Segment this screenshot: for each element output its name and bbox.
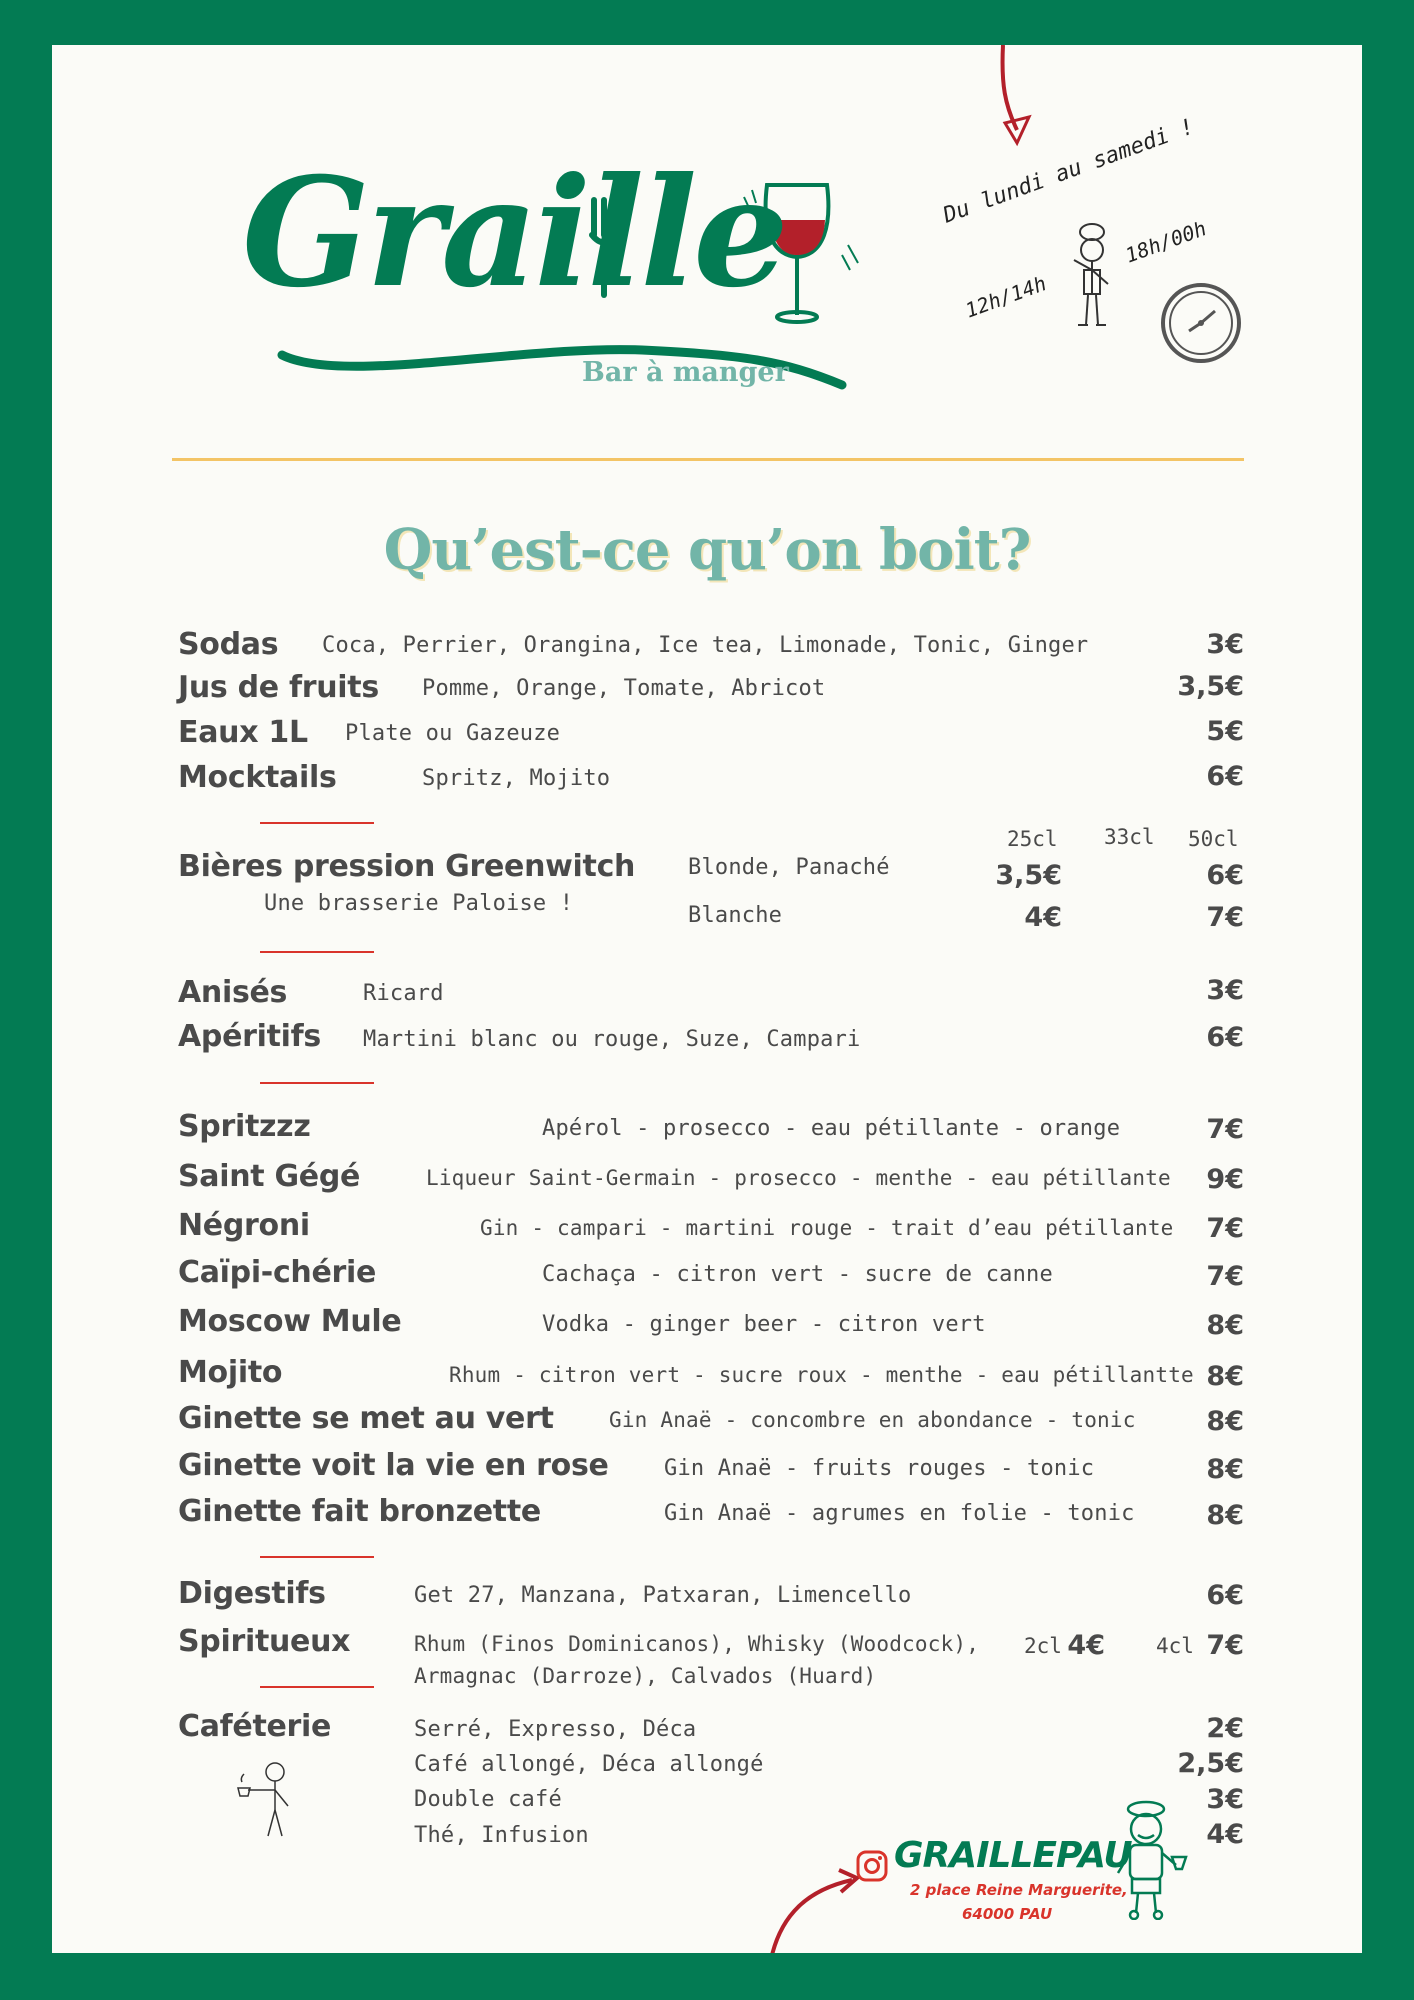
hours-days: Du lundi au samedi ! — [940, 114, 1198, 229]
price-caipi-cherie: 7€ — [1206, 1261, 1244, 1292]
category-anises: Anisés — [178, 975, 288, 1010]
price-negroni: 7€ — [1206, 1213, 1244, 1244]
price-spritzzz: 7€ — [1206, 1114, 1244, 1145]
hours-evening: 18h/00h — [1122, 216, 1210, 268]
description-moscow-mule: Vodka - ginger beer - citron vert — [542, 1312, 986, 1337]
size-25cl: 25cl — [1007, 827, 1058, 851]
beer-subtitle: Une brasserie Paloise ! — [264, 891, 574, 916]
hours-lunch: 12h/14h — [962, 271, 1050, 323]
section-divider — [260, 951, 374, 953]
description-spiritueux-line2: Armagnac (Darroze), Calvados (Huard) — [414, 1664, 877, 1688]
category-ginette-vert: Ginette se met au vert — [178, 1401, 554, 1436]
description-sodas: Coca, Perrier, Orangina, Ice tea, Limonade, Tonic, Ginger — [322, 633, 1089, 658]
description-spritzzz: Apérol - prosecco - eau pétillante - orange — [542, 1116, 1121, 1141]
description-mocktails: Spritz, Mojito — [422, 766, 611, 791]
price-ginette-vert: 8€ — [1206, 1406, 1244, 1437]
size-50cl: 50cl — [1188, 827, 1239, 851]
category-saint-gege: Saint Gégé — [178, 1159, 361, 1194]
page-title: Qu’est-ce qu’on boit? — [383, 517, 1031, 583]
price-ginette-rose: 8€ — [1206, 1454, 1244, 1485]
description-ginette-vert: Gin Anaë - concombre en abondance - tonic — [609, 1408, 1136, 1432]
header-divider — [172, 458, 1244, 461]
description-negroni: Gin - campari - martini rouge - trait d’eau pétillante — [480, 1216, 1174, 1240]
description-jus-de-fruits: Pomme, Orange, Tomate, Abricot — [422, 676, 826, 701]
category-bieres: Bières pression Greenwitch — [178, 849, 636, 884]
price-blanche-50cl: 7€ — [1206, 902, 1244, 933]
coffee-item-4: Thé, Infusion — [414, 1823, 589, 1848]
category-ginette-rose: Ginette voit la vie en rose — [178, 1448, 609, 1483]
instagram-handle[interactable]: GRAILLEPAU — [894, 1835, 1132, 1876]
category-cafeterie: Caféterie — [178, 1709, 332, 1744]
price-coffee-2: 2,5€ — [1177, 1748, 1244, 1779]
price-coffee-1: 2€ — [1206, 1713, 1244, 1744]
description-ginette-bronzette: Gin Anaë - agrumes en folie - tonic — [664, 1501, 1135, 1526]
price-eaux: 5€ — [1206, 716, 1244, 747]
category-mocktails: Mocktails — [178, 760, 337, 795]
description-ginette-rose: Gin Anaë - fruits rouges - tonic — [664, 1456, 1095, 1481]
coffee-item-3: Double café — [414, 1787, 562, 1812]
price-jus-de-fruits: 3,5€ — [1177, 671, 1244, 702]
category-negroni: Négroni — [178, 1208, 310, 1243]
arrow-down-icon — [987, 45, 1047, 155]
instagram-icon[interactable] — [856, 1850, 888, 1882]
price-spiritueux-4cl: 7€ — [1206, 1630, 1244, 1661]
coffee-item-2: Café allongé, Déca allongé — [414, 1752, 764, 1777]
price-anises: 3€ — [1206, 975, 1244, 1006]
price-moscow-mule: 8€ — [1206, 1310, 1244, 1341]
category-spiritueux: Spiritueux — [178, 1624, 351, 1659]
mascot-figure-icon — [1112, 1795, 1192, 1920]
size-33cl: 33cl — [1104, 825, 1155, 849]
beer-type-blanche: Blanche — [688, 903, 783, 928]
coffee-figure-icon — [230, 1760, 300, 1840]
price-blanche-25cl: 4€ — [1024, 902, 1062, 933]
category-digestifs: Digestifs — [178, 1576, 326, 1611]
price-coffee-3: 3€ — [1206, 1784, 1244, 1815]
category-moscow-mule: Moscow Mule — [178, 1304, 402, 1339]
size-2cl: 2cl — [1024, 1634, 1062, 1658]
size-4cl: 4cl — [1156, 1634, 1194, 1658]
price-mojito: 8€ — [1206, 1361, 1244, 1392]
category-eaux: Eaux 1L — [178, 715, 308, 750]
category-sodas: Sodas — [178, 627, 279, 662]
description-digestifs: Get 27, Manzana, Patxaran, Limencello — [414, 1583, 912, 1608]
description-caipi-cherie: Cachaça - citron vert - sucre de canne — [542, 1262, 1053, 1287]
address-line2: 64000 PAU — [962, 1905, 1053, 1923]
coffee-item-1: Serré, Expresso, Déca — [414, 1717, 697, 1742]
chef-figure-icon — [1062, 220, 1122, 335]
price-digestifs: 6€ — [1206, 1580, 1244, 1611]
logo-tagline: Bar à manger — [582, 357, 789, 388]
section-divider — [260, 1556, 374, 1558]
logo — [222, 105, 872, 405]
menu-page — [52, 45, 1362, 1953]
price-blonde-25cl: 3,5€ — [995, 860, 1062, 891]
clock-icon — [1159, 281, 1243, 365]
price-coffee-4: 4€ — [1206, 1819, 1244, 1850]
price-spiritueux-2cl: 4€ — [1067, 1630, 1105, 1661]
description-aperitifs: Martini blanc ou rouge, Suze, Campari — [363, 1027, 861, 1052]
price-aperitifs: 6€ — [1206, 1022, 1244, 1053]
section-divider — [260, 822, 374, 824]
section-divider — [260, 1686, 374, 1688]
section-divider — [260, 1082, 374, 1084]
price-sodas: 3€ — [1206, 629, 1244, 660]
price-ginette-bronzette: 8€ — [1206, 1500, 1244, 1531]
category-mojito: Mojito — [178, 1355, 283, 1390]
beer-type-blonde: Blonde, Panaché — [688, 855, 890, 880]
description-mojito: Rhum - citron vert - sucre roux - menthe - eau pétillantte — [449, 1363, 1194, 1387]
price-mocktails: 6€ — [1206, 761, 1244, 792]
category-aperitifs: Apéritifs — [178, 1019, 321, 1054]
category-spritzzz: Spritzzz — [178, 1109, 311, 1144]
description-anises: Ricard — [363, 981, 444, 1006]
category-caipi-cherie: Caïpi-chérie — [178, 1255, 377, 1290]
description-eaux: Plate ou Gazeuze — [345, 721, 561, 746]
description-spiritueux-line1: Rhum (Finos Dominicanos), Whisky (Woodcock), — [414, 1632, 980, 1656]
price-saint-gege: 9€ — [1206, 1164, 1244, 1195]
description-saint-gege: Liqueur Saint-Germain - prosecco - menthe - eau pétillante — [426, 1166, 1171, 1190]
address-line1: 2 place Reine Marguerite, — [910, 1881, 1128, 1899]
category-jus-de-fruits: Jus de fruits — [178, 670, 379, 705]
logo-text: Graille — [242, 145, 785, 321]
category-ginette-bronzette: Ginette fait bronzette — [178, 1494, 541, 1529]
price-blonde-50cl: 6€ — [1206, 860, 1244, 891]
